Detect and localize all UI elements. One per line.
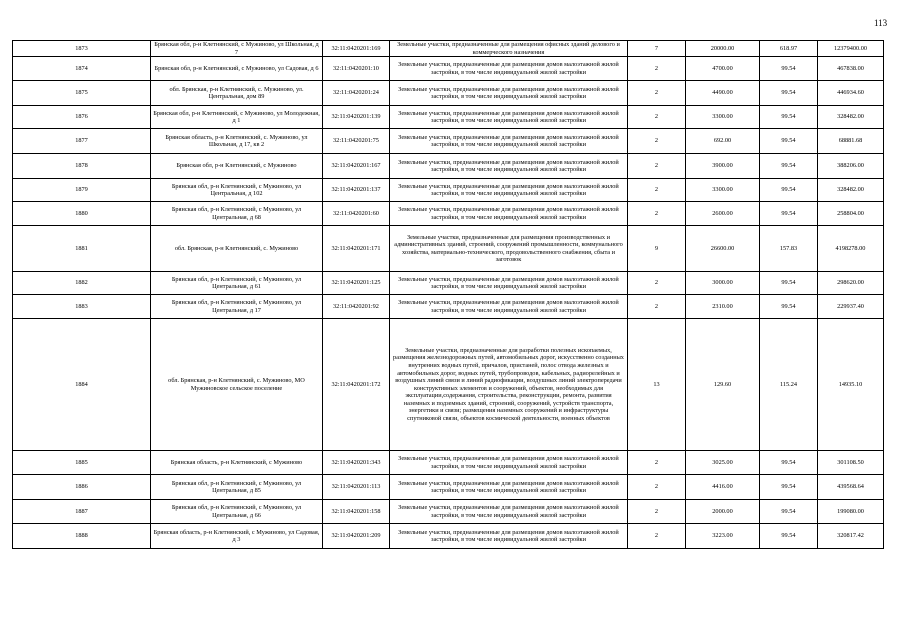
area-cell: 692.00: [686, 129, 760, 154]
group-number-cell: 2: [628, 475, 686, 500]
specific-value-cell: 99.54: [760, 202, 818, 226]
table-row: [13, 226, 884, 272]
cadastral-number-cell: 32:11:0420201:75: [323, 129, 390, 154]
cadastral-number-cell: 32:11:0420201:125: [323, 272, 390, 295]
area-cell: 20000.00: [686, 41, 760, 57]
land-use-cell: Земельные участки, предназначенные для размещения домов малоэтажной жилой застройки, в том числе индивидуальной жилой застройки: [390, 500, 628, 524]
cadastral-number-cell: 32:11:0420201:172: [323, 319, 390, 451]
land-use-cell: Земельные участки, предназначенные для размещения домов малоэтажной жилой застройки, в том числе индивидуальной жилой застройки: [390, 179, 628, 202]
table-row: [13, 475, 884, 500]
land-use-cell: Земельные участки, предназначенные для размещения производственных и административных зданий, строений, сооружений промышленности, коммунального хозяйства, материально-технического, продовольственного снабжения, сбыта и заготовок: [390, 226, 628, 272]
group-number-cell: 2: [628, 179, 686, 202]
cadastral-value-cell: 388206.00: [818, 154, 884, 179]
area-cell: 3900.00: [686, 154, 760, 179]
address-cell: Брянская обл, р-н Клетнянский, с Мужиново, ул Центральная, д 102: [151, 179, 323, 202]
area-cell: 2600.00: [686, 202, 760, 226]
table-row: [13, 57, 884, 81]
cadastral-value-cell: 298620.00: [818, 272, 884, 295]
land-use-cell: Земельные участки, предназначенные для размещения домов малоэтажной жилой застройки, в том числе индивидуальной жилой застройки: [390, 475, 628, 500]
row-number-cell: 1873: [13, 41, 151, 57]
land-use-cell: Земельные участки, предназначенные для размещения домов малоэтажной жилой застройки, в том числе индивидуальной жилой застройки: [390, 524, 628, 549]
area-cell: 4490.00: [686, 81, 760, 106]
address-cell: Брянская область, р-н Клетнянский, с Мужиново, ул Садовая, д 3: [151, 524, 323, 549]
specific-value-cell: 99.54: [760, 106, 818, 129]
area-cell: 3223.00: [686, 524, 760, 549]
address-cell: Брянская область, р-н Клетнянский, с. Мужиново, ул Школьная, д 17, кв 2: [151, 129, 323, 154]
cadastral-value-cell: 439568.64: [818, 475, 884, 500]
area-cell: 3300.00: [686, 179, 760, 202]
land-use-cell: Земельные участки, предназначенные для размещения домов малоэтажной жилой застройки, в том числе индивидуальной жилой застройки: [390, 154, 628, 179]
cadastral-number-cell: 32:11:0420201:343: [323, 451, 390, 475]
group-number-cell: 2: [628, 500, 686, 524]
group-number-cell: 2: [628, 57, 686, 81]
address-cell: Брянская обл, р-н Клетнянский, с Мужиново, ул Центральная, д 85: [151, 475, 323, 500]
address-cell: Брянская обл, р-н Клетнянский, с Мужиново, ул Центральная, д 68: [151, 202, 323, 226]
address-cell: Брянская обл, р-н Клетнянский, с Мужиново, ул Садовая, д 6: [151, 57, 323, 81]
cadastral-number-cell: 32:11:0420201:137: [323, 179, 390, 202]
cadastral-number-cell: 32:11:0420201:10: [323, 57, 390, 81]
address-cell: обл. Брянская, р-н Клетнянский, с. Мужиново: [151, 226, 323, 272]
row-number-cell: 1884: [13, 319, 151, 451]
land-registry-table: [12, 40, 884, 549]
land-use-cell: Земельные участки, предназначенные для размещения домов малоэтажной жилой застройки, в том числе индивидуальной жилой застройки: [390, 272, 628, 295]
table-body: [13, 41, 884, 549]
table-row: [13, 202, 884, 226]
row-number-cell: 1874: [13, 57, 151, 81]
table-row: [13, 500, 884, 524]
row-number-cell: 1881: [13, 226, 151, 272]
cadastral-value-cell: 199080.00: [818, 500, 884, 524]
cadastral-value-cell: 14935.10: [818, 319, 884, 451]
table-row: [13, 272, 884, 295]
area-cell: 3025.00: [686, 451, 760, 475]
cadastral-number-cell: 32:11:0420201:167: [323, 154, 390, 179]
address-cell: Брянская обл, р-н Клетнянский, с Мужиново, ул Школьная, д 7: [151, 41, 323, 57]
group-number-cell: 13: [628, 319, 686, 451]
cadastral-number-cell: 32:11:0420201:158: [323, 500, 390, 524]
specific-value-cell: 99.54: [760, 524, 818, 549]
address-cell: Брянская обл, р-н Клетнянский, с Мужиново, ул Центральная, д 61: [151, 272, 323, 295]
address-cell: Брянская обл, р-н Клетнянский, с Мужиново, ул Центральная, д 17: [151, 295, 323, 319]
area-cell: 4700.00: [686, 57, 760, 81]
table-row: [13, 451, 884, 475]
area-cell: 26600.00: [686, 226, 760, 272]
area-cell: 3000.00: [686, 272, 760, 295]
specific-value-cell: 99.54: [760, 81, 818, 106]
cadastral-number-cell: 32:11:0420201:169: [323, 41, 390, 57]
cadastral-value-cell: 229937.40: [818, 295, 884, 319]
cadastral-value-cell: 328482.00: [818, 106, 884, 129]
group-number-cell: 2: [628, 81, 686, 106]
specific-value-cell: 618.97: [760, 41, 818, 57]
area-cell: 2310.00: [686, 295, 760, 319]
group-number-cell: 2: [628, 272, 686, 295]
row-number-cell: 1876: [13, 106, 151, 129]
table-row: [13, 41, 884, 57]
row-number-cell: 1888: [13, 524, 151, 549]
table-row: [13, 106, 884, 129]
group-number-cell: 2: [628, 129, 686, 154]
specific-value-cell: 99.54: [760, 295, 818, 319]
table-row: [13, 319, 884, 451]
specific-value-cell: 99.54: [760, 57, 818, 81]
specific-value-cell: 99.54: [760, 129, 818, 154]
row-number-cell: 1886: [13, 475, 151, 500]
table-row: [13, 129, 884, 154]
cadastral-value-cell: 320817.42: [818, 524, 884, 549]
table-row: [13, 154, 884, 179]
group-number-cell: 9: [628, 226, 686, 272]
group-number-cell: 2: [628, 202, 686, 226]
specific-value-cell: 115.24: [760, 319, 818, 451]
cadastral-value-cell: 467838.00: [818, 57, 884, 81]
group-number-cell: 2: [628, 154, 686, 179]
table-row: [13, 524, 884, 549]
row-number-cell: 1880: [13, 202, 151, 226]
land-use-cell: Земельные участки, предназначенные для размещения домов малоэтажной жилой застройки, в том числе индивидуальной жилой застройки: [390, 451, 628, 475]
land-use-cell: Земельные участки, предназначенные для размещения домов малоэтажной жилой застройки, в том числе индивидуальной жилой застройки: [390, 57, 628, 81]
row-number-cell: 1883: [13, 295, 151, 319]
group-number-cell: 2: [628, 451, 686, 475]
land-use-cell: Земельные участки, предназначенные для размещения домов малоэтажной жилой застройки, в том числе индивидуальной жилой застройки: [390, 295, 628, 319]
group-number-cell: 2: [628, 295, 686, 319]
cadastral-number-cell: 32:11:0420201:24: [323, 81, 390, 106]
land-use-cell: Земельные участки, предназначенные для размещения домов малоэтажной жилой застройки, в том числе индивидуальной жилой застройки: [390, 202, 628, 226]
cadastral-value-cell: 12379400.00: [818, 41, 884, 57]
table-row: [13, 179, 884, 202]
table-row: [13, 295, 884, 319]
cadastral-value-cell: 446934.60: [818, 81, 884, 106]
specific-value-cell: 99.54: [760, 451, 818, 475]
cadastral-number-cell: 32:11:0420201:171: [323, 226, 390, 272]
cadastral-value-cell: 301108.50: [818, 451, 884, 475]
specific-value-cell: 99.54: [760, 500, 818, 524]
address-cell: обл. Брянская, р-н Клетнянский, с. Мужиново, ул. Центральная, дом 89: [151, 81, 323, 106]
group-number-cell: 2: [628, 106, 686, 129]
cadastral-value-cell: 4198278.00: [818, 226, 884, 272]
cadastral-number-cell: 32:11:0420201:139: [323, 106, 390, 129]
specific-value-cell: 99.54: [760, 179, 818, 202]
cadastral-value-cell: 258804.00: [818, 202, 884, 226]
specific-value-cell: 99.54: [760, 475, 818, 500]
table-row: [13, 81, 884, 106]
land-use-cell: Земельные участки, предназначенные для размещения домов малоэтажной жилой застройки, в том числе индивидуальной жилой застройки: [390, 81, 628, 106]
area-cell: 129.60: [686, 319, 760, 451]
cadastral-number-cell: 32:11:0420201:92: [323, 295, 390, 319]
specific-value-cell: 157.83: [760, 226, 818, 272]
address-cell: Брянская область, р-н Клетнянский, с Мужиново: [151, 451, 323, 475]
land-use-cell: Земельные участки, предназначенные для размещения домов малоэтажной жилой застройки, в том числе индивидуальной жилой застройки: [390, 129, 628, 154]
row-number-cell: 1887: [13, 500, 151, 524]
specific-value-cell: 99.54: [760, 154, 818, 179]
address-cell: Брянская обл, р-н Клетнянский, с Мужиново: [151, 154, 323, 179]
page-number: 113: [874, 18, 888, 28]
address-cell: Брянская обл, р-н Клетнянский, с Мужиново, ул Центральная, д 66: [151, 500, 323, 524]
group-number-cell: 7: [628, 41, 686, 57]
group-number-cell: 2: [628, 524, 686, 549]
row-number-cell: 1882: [13, 272, 151, 295]
cadastral-number-cell: 32:11:0420201:113: [323, 475, 390, 500]
cadastral-number-cell: 32:11:0420201:60: [323, 202, 390, 226]
row-number-cell: 1878: [13, 154, 151, 179]
cadastral-value-cell: 68881.68: [818, 129, 884, 154]
cadastral-value-cell: 328482.00: [818, 179, 884, 202]
address-cell: Брянская обл, р-н Клетнянский, с Мужиново, ул Молодежная, д 1: [151, 106, 323, 129]
area-cell: 4416.00: [686, 475, 760, 500]
address-cell: обл. Брянская, р-н Клетнянский, с. Мужиново, МО Мужиновское сельское поселение: [151, 319, 323, 451]
row-number-cell: 1877: [13, 129, 151, 154]
land-use-cell: Земельные участки, предназначенные для разработки полезных ископаемых, размещения железнодорожных путей, автомобильных дорог, искусственно созданных внутренних водных путей, причалов, пристаней, полос отвода железных и автомобильных дорог, водных путей, трубопроводов, кабельных, радиорелейных и воздушных линий связи и линий радиофикации, воздушных линий электропередачи конструктивных элементов и сооружений, объектов, необходимых для эксплуатации,содержания, строительства, реконструкции, ремонта, развития наземных и подземных зданий, строений, сооружений, устройств транспорта, энергетики и связи; размещения наземных сооружений и инфраструктуры спутниковой связи, объектов космической деятельности, военных объектов: [390, 319, 628, 451]
row-number-cell: 1875: [13, 81, 151, 106]
row-number-cell: 1885: [13, 451, 151, 475]
area-cell: 3300.00: [686, 106, 760, 129]
cadastral-number-cell: 32:11:0420201:209: [323, 524, 390, 549]
land-use-cell: Земельные участки, предназначенные для размещения домов малоэтажной жилой застройки, в том числе индивидуальной жилой застройки: [390, 106, 628, 129]
area-cell: 2000.00: [686, 500, 760, 524]
specific-value-cell: 99.54: [760, 272, 818, 295]
row-number-cell: 1879: [13, 179, 151, 202]
land-use-cell: Земельные участки, предназначенные для размещения офисных зданий делового и коммерческого назначения: [390, 41, 628, 57]
